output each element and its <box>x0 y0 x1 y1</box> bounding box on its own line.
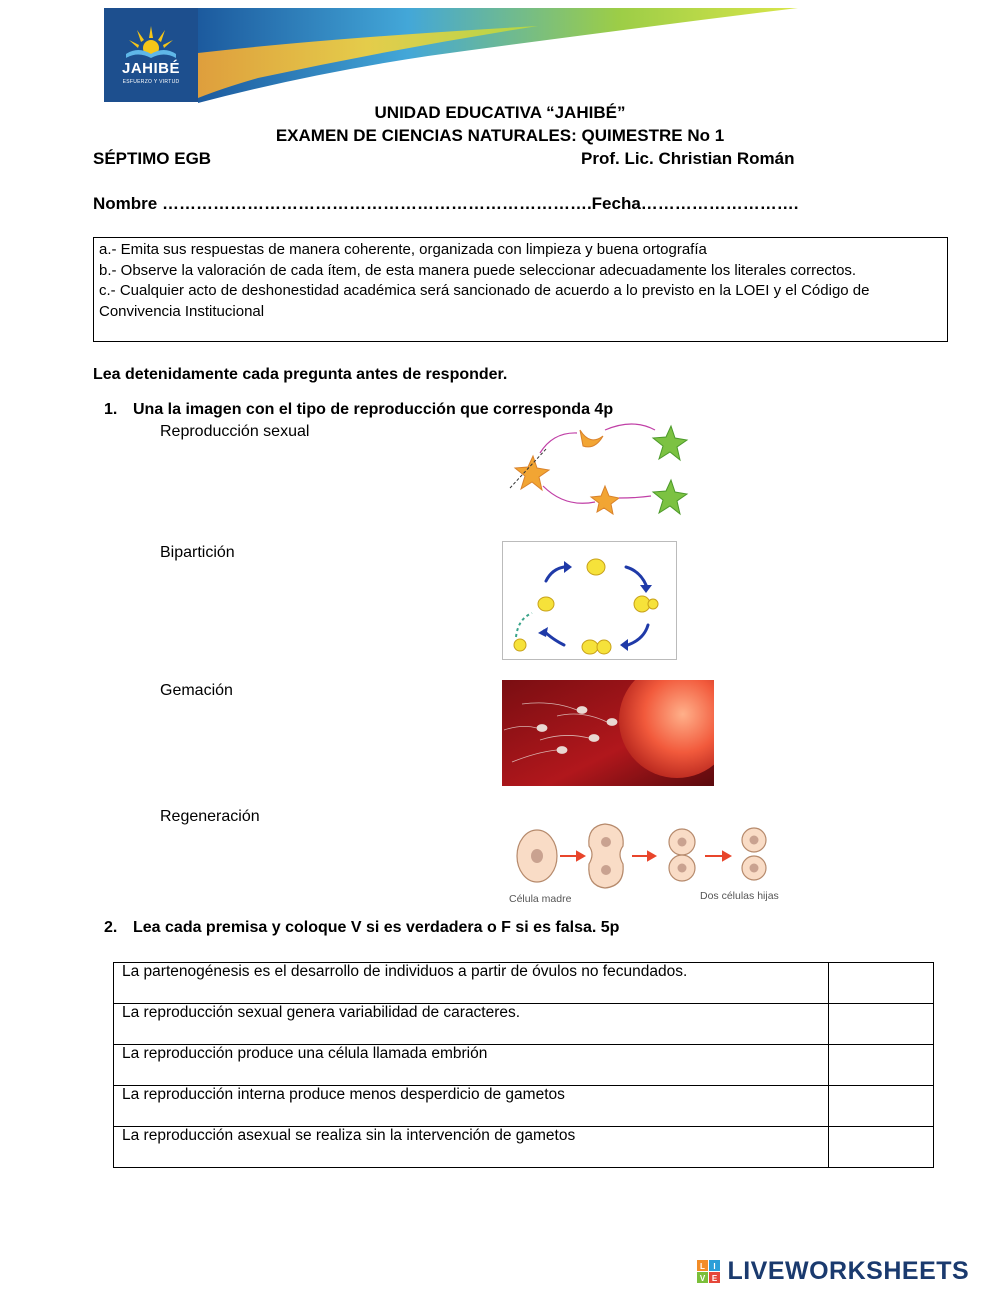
question-1-text: Una la imagen con el tipo de reproducción que corresponda 4p <box>133 401 614 418</box>
match-item-gemacion: Gemación <box>160 682 233 699</box>
liveworksheets-badge-icon <box>697 1260 721 1284</box>
table-row <box>114 1086 934 1127</box>
mother-cell-caption: Célula madre <box>509 893 572 905</box>
match-item-regeneracion: Regeneración <box>160 808 260 825</box>
svg-text:V: V <box>699 1273 706 1283</box>
premise-cell: La reproducción sexual genera variabilidad de caracteres. <box>114 1004 829 1045</box>
starfish-regeneration-image[interactable] <box>505 418 700 518</box>
premise-cell: La reproducción asexual se realiza sin la intervención de gametos <box>114 1127 829 1168</box>
svg-text:I: I <box>713 1261 716 1271</box>
answer-cell[interactable] <box>829 1127 934 1168</box>
match-item-biparticion: Bipartición <box>160 544 235 561</box>
instructions-box <box>93 237 948 342</box>
binary-fission-image[interactable] <box>502 541 678 661</box>
premise-cell: La reproducción interna produce menos desperdicio de gametos <box>114 1086 829 1127</box>
school-logo-text: JAHIBÉ <box>121 60 180 77</box>
starfish-icon <box>515 456 549 490</box>
table-row <box>114 1127 934 1168</box>
liveworksheets-brand-text: LIVEWORKSHEETS <box>727 1257 970 1285</box>
cell-division-image[interactable] <box>505 820 785 908</box>
name-date-line[interactable]: Nombre ………………………………………………………………….Fecha………………………. <box>93 194 799 213</box>
instruction-item: a.- Emita sus respuestas de manera coherente, organizada con limpieza y buena ortografía <box>99 241 707 258</box>
svg-text:E: E <box>711 1273 718 1283</box>
starfish-icon <box>591 486 619 514</box>
header-banner <box>198 8 798 103</box>
school-logo <box>104 8 198 102</box>
answer-cell[interactable] <box>829 1086 934 1127</box>
question-1-number: 1. <box>104 401 118 418</box>
starfish-icon <box>653 480 687 514</box>
daughter-cells-caption: Dos células hijas <box>700 890 779 902</box>
instruction-item: b.- Observe la valoración de cada ítem, de esta manera puede seleccionar adecuadamente los literales correctos. <box>99 261 857 279</box>
fertilization-image[interactable] <box>502 680 714 786</box>
answer-cell[interactable] <box>829 1004 934 1045</box>
table-row <box>114 1004 934 1045</box>
answer-cell[interactable] <box>829 963 934 1004</box>
question-2-number: 2. <box>104 919 118 936</box>
liveworksheets-logo <box>697 1257 969 1283</box>
exam-title: EXAMEN DE CIENCIAS NATURALES: QUIMESTRE No 1 <box>275 126 725 145</box>
book-sun-icon <box>104 8 198 102</box>
premise-cell: La partenogénesis es el desarrollo de individuos a partir de óvulos no fecundados. <box>114 963 829 1004</box>
school-logo-tagline: ESFUERZO Y VIRTUD <box>122 79 180 85</box>
teacher-label: Prof. Lic. Christian Román <box>581 149 795 168</box>
table-row <box>114 963 934 1004</box>
starfish-arm-icon <box>580 430 603 447</box>
reading-note: Lea detenidamente cada pregunta antes de responder. <box>93 366 508 383</box>
grade-label: SÉPTIMO EGB <box>93 149 212 168</box>
match-item-sexual: Reproducción sexual <box>160 423 310 440</box>
instruction-item: c.- Cualquier acto de deshonestidad académica será sancionado de acuerdo a lo previsto en la LOEI y el Código de Convivencia Institucional <box>99 282 870 320</box>
premise-cell: La reproducción produce una célula llamada embrión <box>114 1045 829 1086</box>
true-false-table <box>113 962 934 1168</box>
question-2-text: Lea cada premisa y coloque V si es verdadera o F si es falsa. 5p <box>133 919 620 936</box>
answer-cell[interactable] <box>829 1045 934 1086</box>
starfish-icon <box>653 426 687 460</box>
table-row <box>114 1045 934 1086</box>
school-name: UNIDAD EDUCATIVA “JAHIBÉ” <box>374 103 626 122</box>
svg-text:L: L <box>700 1261 705 1271</box>
